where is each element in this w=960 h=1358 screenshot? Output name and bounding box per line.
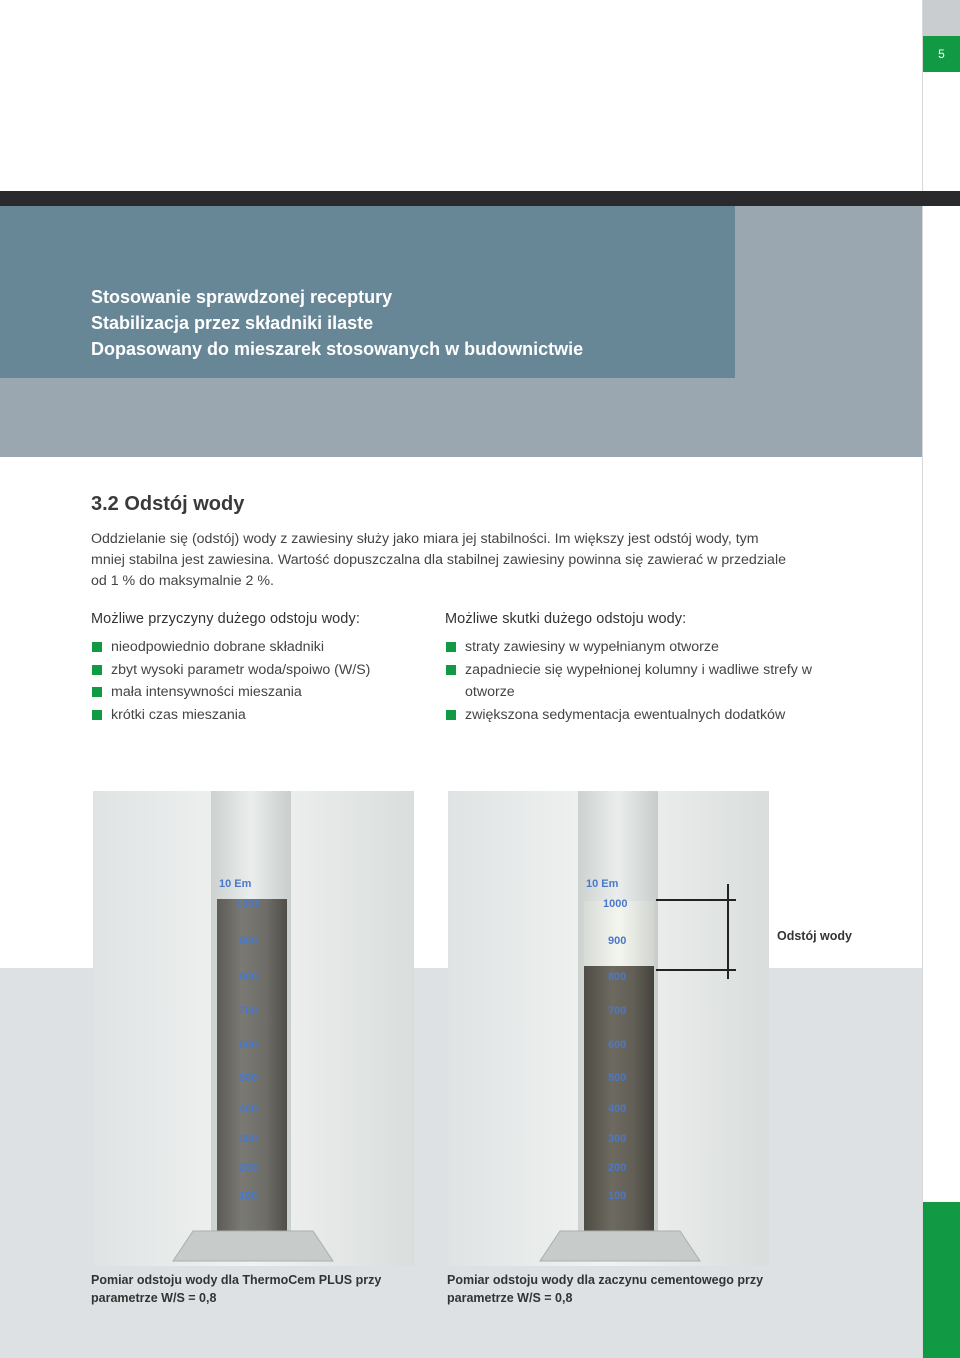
effects-list bbox=[445, 636, 825, 726]
list-item-text: zwiększona sedymentacja ewentualnych dodatków bbox=[465, 706, 786, 723]
graduated-cylinder-illustration bbox=[448, 791, 769, 1266]
scale-mark: 300 bbox=[239, 1133, 258, 1145]
list-item bbox=[445, 636, 825, 659]
square-bullet-icon bbox=[92, 642, 102, 652]
photo-thermocem-cylinder bbox=[93, 791, 414, 1266]
list-item-text: krótki czas mieszania bbox=[111, 706, 246, 723]
scale-mark: 400 bbox=[608, 1103, 627, 1115]
callout-bracket-top bbox=[656, 899, 736, 901]
scale-mark: 600 bbox=[608, 1039, 627, 1051]
square-bullet-icon bbox=[446, 665, 456, 675]
effects-column bbox=[445, 611, 825, 726]
causes-list bbox=[91, 636, 451, 726]
effects-heading: Możliwe skutki dużego odstoju wody: bbox=[445, 611, 687, 627]
square-bullet-icon bbox=[92, 710, 102, 720]
scale-mark: 400 bbox=[239, 1103, 258, 1115]
square-bullet-icon bbox=[92, 665, 102, 675]
scale-mark: 100 bbox=[239, 1190, 258, 1202]
header-feature-list bbox=[91, 284, 583, 362]
sidebar-bottom-block bbox=[923, 1202, 960, 1358]
left-photo-caption: Pomiar odstoju wody dla ThermoCem PLUS przy parametrze W/S = 0,8 bbox=[91, 1273, 382, 1305]
photo-cement-cylinder bbox=[448, 791, 769, 1266]
graduated-cylinder-illustration bbox=[93, 791, 414, 1266]
causes-heading: Możliwe przyczyny dużego odstoju wody: bbox=[91, 611, 360, 627]
list-item-text: nieodpowiednio dobrane składniki bbox=[111, 639, 324, 655]
right-photo-caption: Pomiar odstoju wody dla zaczynu cementowego przy parametrze W/S = 0,8 bbox=[447, 1273, 764, 1305]
page-number: 5 bbox=[923, 36, 960, 72]
scale-mark: 900 bbox=[239, 935, 258, 947]
header-rule bbox=[0, 191, 960, 206]
list-item bbox=[445, 659, 825, 704]
callout-label: Odstój wody bbox=[777, 929, 852, 943]
list-item-text: mała intensywności mieszania bbox=[111, 684, 302, 700]
list-item-text: zapadniecie się wypełnionej kolumny i wadliwe strefy w otworze bbox=[465, 661, 812, 700]
header-line: Dopasowany do mieszarek stosowanych w budownictwie bbox=[91, 339, 584, 359]
causes-column bbox=[91, 611, 451, 726]
section-title: 3.2 Odstój wody bbox=[91, 493, 245, 515]
scale-mark: 500 bbox=[239, 1072, 258, 1084]
section-intro: Oddzielanie się (odstój) wody z zawiesiny służy jako miara jej stabilności. Im większy jest odstój wody, tym mniej stabilna jest zawiesina. Wartość dopuszczalna dla stabilnej zawiesiny powinna się zawierać w przedziale od 1 % do maksymalnie 2 %. bbox=[91, 531, 786, 589]
scale-mark: 200 bbox=[608, 1162, 627, 1174]
list-item bbox=[445, 704, 825, 727]
square-bullet-icon bbox=[92, 687, 102, 697]
scale-mark: 600 bbox=[239, 1039, 258, 1051]
scale-mark: 500 bbox=[608, 1072, 627, 1084]
scale-mark: 700 bbox=[608, 1005, 627, 1017]
cylinder-label: 10 Em bbox=[219, 878, 252, 890]
list-item bbox=[91, 681, 451, 704]
scale-mark: 800 bbox=[239, 971, 258, 983]
scale-mark: 800 bbox=[608, 971, 627, 983]
scale-mark: 1000 bbox=[603, 898, 628, 910]
header-line: Stabilizacja przez składniki ilaste bbox=[91, 313, 374, 333]
header-line: Stosowanie sprawdzonej receptury bbox=[91, 287, 393, 307]
list-item bbox=[91, 704, 451, 727]
list-item-text: straty zawiesiny w wypełnianym otworze bbox=[465, 639, 719, 655]
square-bullet-icon bbox=[446, 642, 456, 652]
list-item bbox=[91, 659, 451, 682]
scale-mark: 300 bbox=[608, 1133, 627, 1145]
scale-mark: 700 bbox=[239, 1005, 258, 1017]
list-item-text: zbyt wysoki parametr woda/spoiwo (W/S) bbox=[111, 661, 371, 678]
square-bullet-icon bbox=[446, 710, 456, 720]
sidebar-top-block bbox=[923, 0, 960, 36]
scale-mark: 1000 bbox=[236, 898, 261, 910]
scale-mark: 900 bbox=[608, 935, 627, 947]
callout-bracket-bottom bbox=[656, 969, 736, 971]
scale-mark: 200 bbox=[239, 1162, 258, 1174]
scale-mark: 100 bbox=[608, 1190, 627, 1202]
cylinder-label: 10 Em bbox=[586, 878, 619, 890]
list-item bbox=[91, 636, 451, 659]
